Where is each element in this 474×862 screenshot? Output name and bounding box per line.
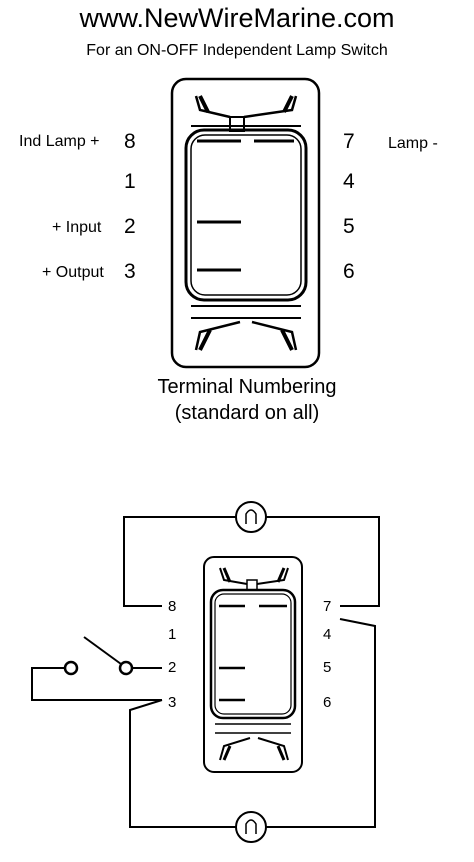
ind-lamp-plus-label: Ind Lamp + [19, 133, 100, 150]
lamp-minus-label: Lamp - [388, 135, 438, 152]
top-terminal-2: 2 [124, 215, 136, 238]
top-terminal-1: 1 [124, 170, 136, 193]
caption-terminal-numbering: Terminal Numbering [157, 376, 337, 398]
bottom-terminal-8: 8 [168, 598, 177, 615]
indicator-lamp [236, 502, 266, 532]
bottom-terminal-7: 7 [323, 598, 332, 615]
load-lamp [236, 812, 266, 842]
bottom-terminal-4: 4 [323, 626, 332, 643]
bottom-terminal-1: 1 [168, 626, 177, 643]
top-terminal-3: 3 [124, 260, 136, 283]
top-terminal-4: 4 [343, 170, 355, 193]
caption-standard-on-all: (standard on all) [174, 402, 320, 424]
bottom-terminal-6: 6 [323, 694, 332, 711]
bottom-switch [204, 557, 302, 772]
top-terminal-6: 6 [343, 260, 355, 283]
bottom-terminal-3: 3 [168, 694, 177, 711]
top-switch [172, 79, 319, 367]
input-label: + Input [52, 219, 102, 236]
bottom-terminal-5: 5 [323, 659, 332, 676]
site-title: www.NewWireMarine.com [79, 3, 395, 33]
diagram-subtitle: For an ON-OFF Independent Lamp Switch [86, 42, 388, 59]
top-terminal-8: 8 [124, 130, 136, 153]
top-terminal-5: 5 [343, 215, 355, 238]
output-label: + Output [42, 264, 104, 281]
bottom-terminal-2: 2 [168, 659, 177, 676]
switch-lever [84, 637, 121, 664]
top-terminal-7: 7 [343, 130, 355, 153]
